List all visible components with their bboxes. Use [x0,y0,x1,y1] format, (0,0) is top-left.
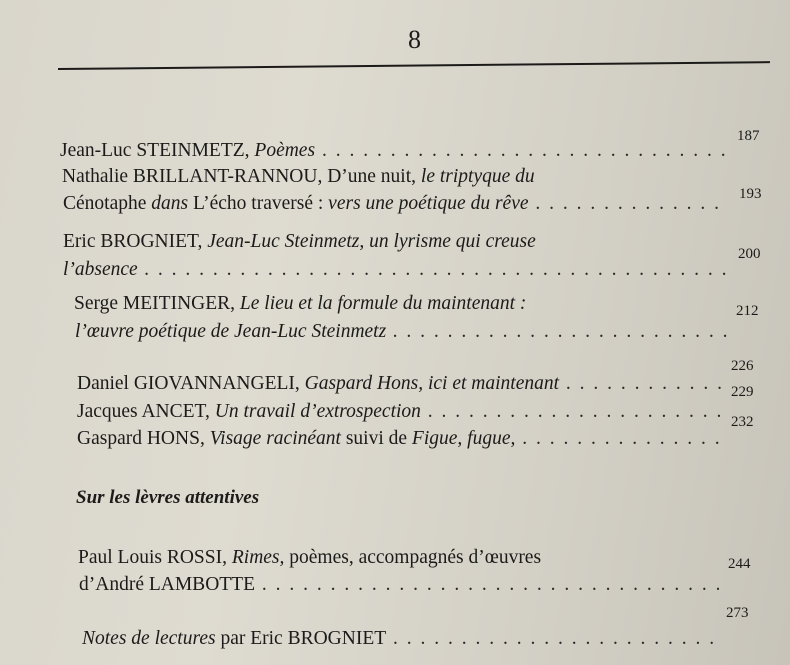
toc-title-part: Le lieu et la formule du maintenant : [235,293,527,314]
toc-entry-brillant-rannou-line2 [63,191,728,217]
toc-title-part: Figue, fugue, [411,428,516,449]
toc-author: Paul Louis ROSSI, [78,547,227,568]
toc-entry-rossi-line2 [79,572,719,598]
toc-page-number: 232 [731,414,754,430]
toc-entry-hons [77,426,722,452]
toc-page-number: 212 [736,303,759,319]
toc-author: Jacques ANCET, [77,401,210,422]
toc-title-part: vers une poétique du rêve [328,193,529,214]
toc-title-part: le triptyque du [420,166,535,187]
toc-title-part: par Eric BROGNIET [215,628,387,649]
toc-entry-ancet [77,399,722,425]
toc-entry-rossi-line1 [78,545,728,571]
toc-title-part: Jean-Luc Steinmetz, un lyrisme qui creuse [202,231,536,252]
toc-title-part: Rimes, [226,547,285,568]
toc-title-part: : [313,193,329,214]
toc-title-part: poèmes, accompagnés d’œuvres [284,547,542,568]
toc-title-part: l’absence [63,259,138,280]
toc-title-part: dans [151,193,189,214]
toc-entry-brogniet-line1 [63,229,743,255]
toc-page-number: 244 [728,556,751,572]
toc-title-part: suivi de [340,428,412,449]
toc-title: Gaspard Hons, ici et maintenant [299,373,560,394]
toc-title-part: Visage racinéant [204,428,341,449]
toc-author: Eric BROGNIET, [63,231,203,252]
toc-entry-steinmetz [60,138,728,164]
toc-author: Daniel GIOVANNANGELI, [77,373,300,394]
toc-entry-giovannangeli [77,371,722,397]
toc-title-part: L’écho traversé [188,193,313,214]
toc-page-number: 200 [738,246,761,262]
toc-page-number: 229 [731,384,754,400]
toc-title: Poèmes [249,140,316,161]
toc-page-number: 226 [731,358,754,374]
toc-author: Gaspard HONS, [77,428,205,449]
toc-page-number: 273 [726,605,749,621]
toc-title: Un travail d’extrospection [209,401,421,422]
toc-title-part: Cénotaphe [63,193,152,214]
toc-page-number: 193 [739,186,762,202]
toc-author: Serge MEITINGER, [74,293,236,314]
toc-author: Nathalie BRILLANT-RANNOU, [62,166,323,187]
toc-title-part: D’une nuit, [322,166,421,187]
toc-page-number: 187 [737,128,760,144]
toc-entry-brillant-rannou-line1 [62,164,742,190]
toc-entry-notes [82,626,714,652]
toc-title-part: d’André LAMBOTTE [79,574,256,595]
section-title: Sur les lèvres attentives [76,487,260,508]
toc-author: Jean-Luc STEINMETZ, [60,140,250,161]
toc-entry-meitinger-line1 [74,291,754,317]
toc-title-part: Notes de lectures [82,628,216,649]
toc-title-part: l’œuvre poétique de Jean-Luc Steinmetz [75,321,387,342]
header-rule [58,61,770,70]
toc-entry-brogniet-line2 [63,257,728,283]
toc-entry-meitinger-line2 [75,319,733,345]
page-number: 8 [408,25,421,54]
